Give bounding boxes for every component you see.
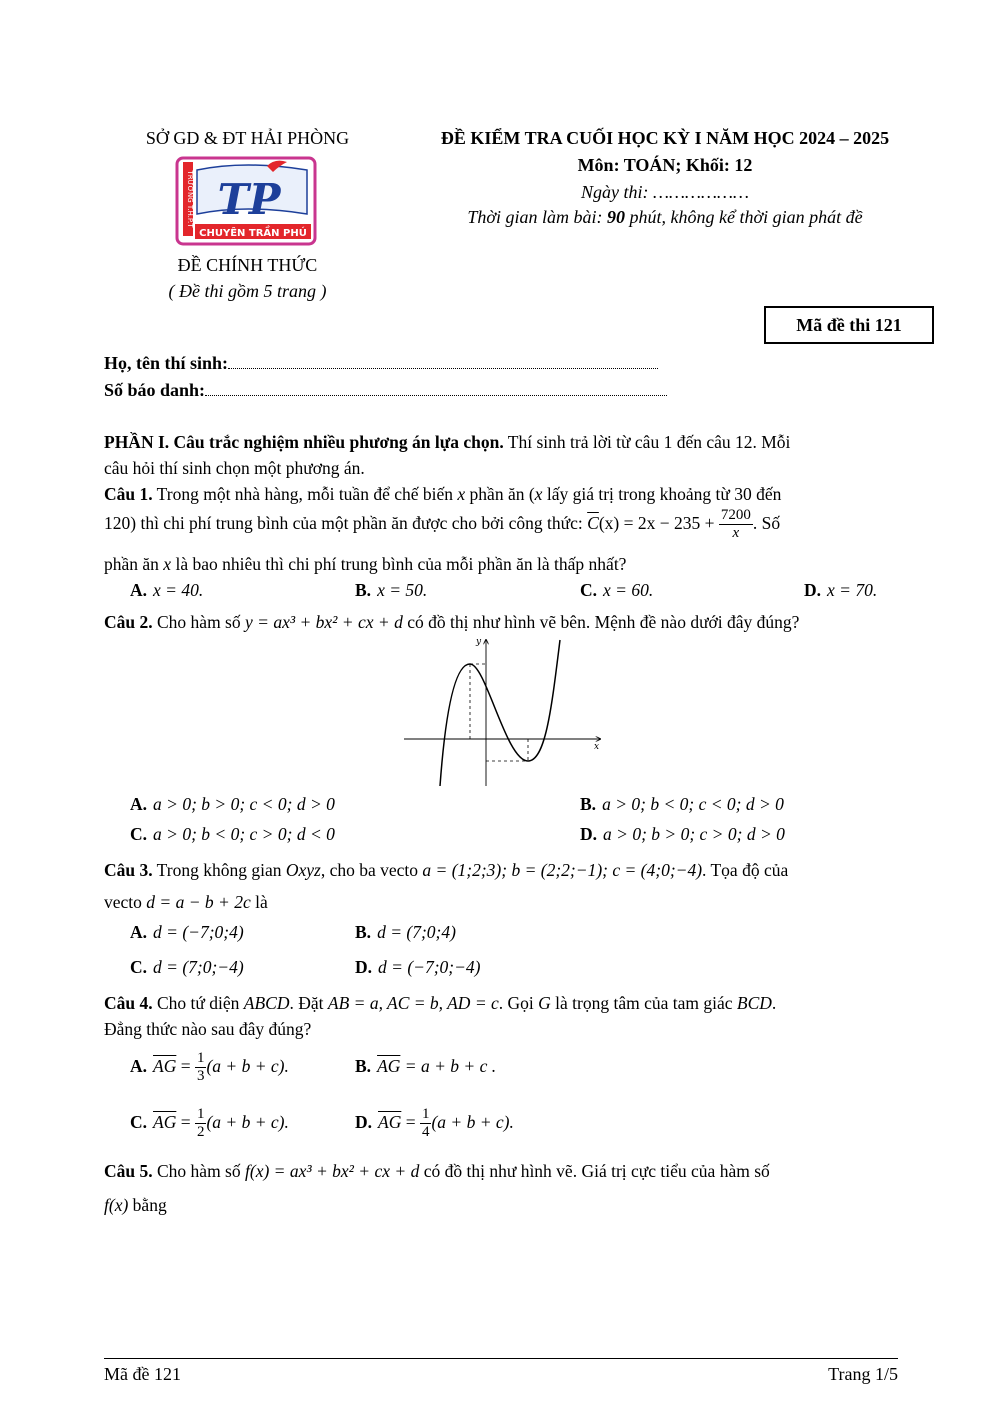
- option-text: x = 70.: [827, 580, 878, 600]
- option-rhs: (a + b + c).: [206, 1056, 289, 1076]
- q1-var: x: [534, 484, 543, 504]
- q1-text: phần ăn (: [465, 484, 535, 504]
- option-text: d = (−7;0;4): [153, 922, 244, 942]
- question-5: [104, 1158, 898, 1184]
- q1-formula-c: $\overline{C}$: [587, 513, 599, 533]
- option-text: x = 60.: [603, 580, 654, 600]
- question-1: [104, 481, 898, 507]
- q5-fx: f(x): [104, 1195, 129, 1215]
- q4-text: Cho tứ diện: [152, 993, 244, 1013]
- exam-title: ĐỀ KIỂM TRA CUỐI HỌC KỲ I NĂM HỌC 2024 – 2025: [440, 128, 890, 148]
- coef-num: 1: [421, 1106, 430, 1123]
- option-label: C.: [130, 824, 148, 844]
- q1-fraction: [719, 507, 753, 542]
- q1-formula: (x) = 2x − 235 +: [598, 513, 715, 533]
- option-label: B.: [355, 922, 372, 942]
- q4-triangle: BCD: [736, 993, 772, 1013]
- q2-text: Cho hàm số: [152, 612, 245, 632]
- q5-label: Câu 5.: [104, 1161, 153, 1181]
- question-4: [104, 990, 898, 1016]
- q1-text: 120) thì chi phí trung bình của một phần ăn được cho bởi công thức:: [104, 513, 588, 533]
- q1-var: x: [457, 484, 466, 504]
- question-3: [104, 857, 898, 883]
- q2-formula: y = ax³ + bx² + cx + d: [245, 612, 403, 632]
- q4-option-c[interactable]: C. $\overline{AG}$ = $\frac{1}{2}$ (a + b + c).: [130, 1106, 289, 1141]
- option-lhs: $\overline{AG}$: [377, 1056, 401, 1076]
- option-label: D.: [355, 1112, 373, 1132]
- q5-text: Cho hàm số: [152, 1161, 245, 1181]
- duration-suffix: phút, không kể thời gian phát đề: [625, 207, 863, 227]
- option-text: x = 40.: [153, 580, 204, 600]
- option-rhs: = a + b + c .: [404, 1056, 497, 1076]
- q4-text: . Gọi: [498, 993, 539, 1013]
- q5-formula: f(x) = ax³ + bx² + cx + d: [245, 1161, 420, 1181]
- q1-var: x: [163, 554, 172, 574]
- q4-shape: ABCD: [243, 993, 290, 1013]
- candidate-name-field: [228, 354, 658, 369]
- option-lhs: $\overline{AG}$: [378, 1112, 402, 1132]
- option-label: B.: [355, 1056, 372, 1076]
- option-text: d = (−7;0;−4): [378, 957, 481, 977]
- candidate-name-row: [104, 353, 658, 374]
- option-label: A.: [130, 580, 148, 600]
- q4-text: Đẳng thức nào sau đây đúng?: [104, 1019, 312, 1039]
- footer-page-number: Trang 1/5: [828, 1364, 898, 1384]
- q3-option-b[interactable]: [355, 922, 456, 943]
- question-2: [104, 609, 898, 635]
- graph-curve: [440, 640, 560, 786]
- option-text: x = 50.: [377, 580, 428, 600]
- coef-den: 2: [196, 1124, 205, 1141]
- q4-text: . Đặt: [289, 993, 328, 1013]
- option-label: D.: [580, 824, 598, 844]
- part1-heading: PHẦN I. Câu trắc nghiệm nhiều phương án lựa chọn.: [104, 432, 504, 452]
- q4-option-a[interactable]: A. $\overline{AG}$ = $\frac{1}{3}$ (a + b + c).: [130, 1050, 289, 1085]
- q1-text: lấy giá trị trong khoảng từ 30 đến: [542, 484, 782, 504]
- exam-date: Ngày thi: ………………: [580, 182, 750, 202]
- option-coef: [195, 1050, 207, 1085]
- candidate-id-field: [205, 381, 667, 396]
- option-label: C.: [580, 580, 598, 600]
- q2-cubic-graph: [400, 634, 608, 790]
- q4-text: là trọng tâm của tam giác: [550, 993, 737, 1013]
- q1-frac-den: x: [732, 525, 740, 542]
- option-label: A.: [130, 794, 148, 814]
- coef-num: 1: [196, 1106, 205, 1123]
- question-4-line2: [104, 1016, 898, 1042]
- footer-divider: [104, 1358, 898, 1359]
- option-label: A.: [130, 922, 148, 942]
- q2-text: có đồ thị như hình vẽ bên. Mệnh đề nào dưới đây đúng?: [402, 612, 800, 632]
- q2-option-d[interactable]: [580, 824, 785, 845]
- logo-side-text: TRƯỜNG T.H.P.T: [186, 170, 194, 228]
- option-label: A.: [130, 1056, 148, 1076]
- option-label: B.: [580, 794, 597, 814]
- q3-option-d[interactable]: [355, 957, 481, 978]
- option-label: C.: [130, 957, 148, 977]
- option-label: C.: [130, 1112, 148, 1132]
- q1-text: là bao nhiêu thì chi phí trung bình của mỗi phần ăn là thấp nhất?: [171, 554, 627, 574]
- q3-label: Câu 3.: [104, 860, 153, 880]
- candidate-name-label: Họ, tên thí sinh:: [104, 353, 229, 373]
- option-text: a > 0; b > 0; c < 0; d > 0: [153, 794, 335, 814]
- part1-intro: [104, 429, 898, 481]
- q5-text: có đồ thị như hình vẽ. Giá trị cực tiểu của hàm số: [419, 1161, 770, 1181]
- q3-expression: d = a − b + 2c: [146, 892, 251, 912]
- exam-code-box: Mã đề thi 121: [764, 306, 934, 344]
- duration-prefix: Thời gian làm bài:: [467, 207, 608, 227]
- q3-text: Trong không gian: [152, 860, 286, 880]
- footer-exam-code: Mã đề 121: [104, 1364, 181, 1384]
- part1-instruction: Thí sinh trả lời từ câu 1 đến câu 12. Mỗi: [503, 432, 791, 452]
- q3-option-a[interactable]: [130, 922, 244, 943]
- duration-value: 90: [607, 207, 626, 227]
- q4-option-b[interactable]: [355, 1048, 496, 1084]
- q3-text: , cho ba vecto: [320, 860, 423, 880]
- q1-option-c[interactable]: [580, 580, 653, 601]
- option-text: a > 0; b < 0; c < 0; d > 0: [602, 794, 784, 814]
- option-coef: [420, 1106, 432, 1141]
- option-label: B.: [355, 580, 372, 600]
- school-logo: [175, 156, 317, 246]
- option-label: D.: [355, 957, 373, 977]
- q1-text: . Số: [752, 513, 781, 533]
- q3-option-c[interactable]: [130, 957, 244, 978]
- department: SỞ GD & ĐT HẢI PHÒNG: [145, 128, 350, 148]
- page-count: ( Đề thi gồm 5 trang ): [168, 281, 327, 301]
- coef-den: 4: [421, 1124, 430, 1141]
- option-text: a > 0; b > 0; c > 0; d > 0: [603, 824, 785, 844]
- graph-y-label: y: [476, 637, 482, 647]
- q1-label: Câu 1.: [104, 484, 153, 504]
- q3-text: . Tọa độ của: [702, 860, 789, 880]
- question-1-line3: [104, 551, 898, 577]
- candidate-id-label: Số báo danh:: [104, 380, 206, 400]
- logo-school-name: CHUYÊN TRẦN PHÚ: [199, 228, 307, 239]
- q2-option-a[interactable]: [130, 794, 335, 815]
- q4-definitions: AB = a, AC = b, AD = c: [327, 993, 499, 1013]
- q2-option-c[interactable]: [130, 824, 335, 845]
- part1-instruction-2: câu hỏi thí sinh chọn một phương án.: [104, 458, 365, 478]
- q3-text: là: [250, 892, 268, 912]
- q3-space: Oxyz: [285, 860, 321, 880]
- q3-vectors: a = (1;2;3); b = (2;2;−1); c = (4;0;−4): [422, 860, 703, 880]
- q5-text: bằng: [128, 1195, 167, 1215]
- q2-label: Câu 2.: [104, 612, 153, 632]
- q1-frac-num: 7200: [720, 507, 751, 524]
- option-lhs: $\overline{AG}$: [153, 1056, 177, 1076]
- q1-text: Trong một nhà hàng, mỗi tuần để chế biến: [152, 484, 458, 504]
- logo-initials: TP: [217, 175, 281, 224]
- option-rhs: (a + b + c).: [206, 1112, 289, 1132]
- option-coef: [195, 1106, 207, 1141]
- question-5-line2: [104, 1192, 898, 1218]
- question-3-line2: [104, 889, 898, 915]
- option-text: d = (7;0;4): [377, 922, 456, 942]
- option-label: D.: [804, 580, 822, 600]
- option-rhs: (a + b + c).: [431, 1112, 514, 1132]
- option-lhs: $\overline{AG}$: [153, 1112, 177, 1132]
- option-text: d = (7;0;−4): [153, 957, 244, 977]
- q4-option-d[interactable]: D. $\overline{AG}$ = $\frac{1}{4}$ (a + b + c).: [355, 1106, 514, 1141]
- candidate-id-row: [104, 380, 667, 401]
- q4-point: G: [538, 993, 551, 1013]
- q2-option-b[interactable]: [580, 794, 784, 815]
- exam-duration: [405, 207, 925, 228]
- question-1-line2: [104, 506, 898, 542]
- option-text: a > 0; b < 0; c > 0; d < 0: [153, 824, 335, 844]
- graph-x-label: x: [594, 742, 600, 752]
- q1-option-a[interactable]: [130, 580, 203, 601]
- q4-text: .: [771, 993, 777, 1013]
- coef-num: 1: [196, 1050, 205, 1067]
- q1-option-d[interactable]: [804, 580, 877, 601]
- coef-den: 3: [196, 1068, 205, 1085]
- q1-option-b[interactable]: [355, 580, 427, 601]
- q3-text: vecto: [104, 892, 147, 912]
- q4-label: Câu 4.: [104, 993, 153, 1013]
- q1-text: phần ăn: [104, 554, 164, 574]
- official-label: ĐỀ CHÍNH THỨC: [177, 255, 318, 275]
- subject-line: Môn: TOÁN; Khối: 12: [577, 155, 753, 175]
